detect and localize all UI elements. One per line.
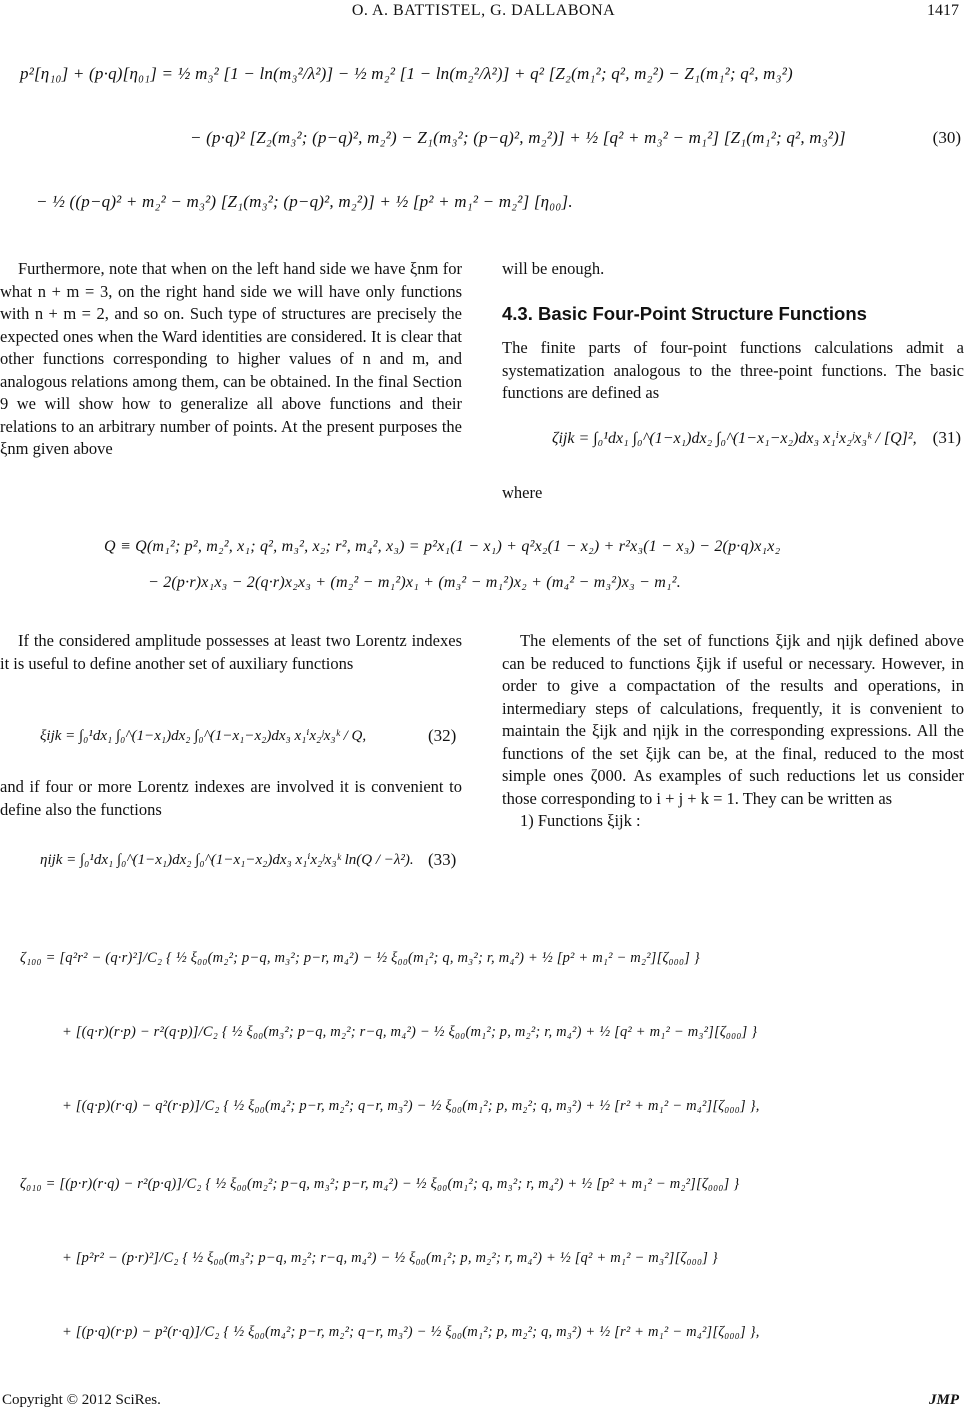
- list-item-functions: 1) Functions ξijk :: [520, 811, 641, 830]
- running-title: O. A. BATTISTEL, G. DALLABONA: [351, 2, 616, 19]
- equation-30-line-1: p²[η₁₀] + (p·q)[η₀₁] = ½ m₃² [1 − ln(m₃²/λ²)] − ½ m₂² [1 − ln(m₂²/λ²)] + q² [Z₂(m₁²; q², m₂²) − Z₁(m₁²; q², m₃²): [20, 64, 793, 83]
- equation-zeta-100-line-3: + [(q·p)(r·q) − q²(r·p)]/C₂ { ½ ξ₀₀(m₄²; p−r, m₂²; q−r, m₃²) − ½ ξ₀₀(m₁²; p, m₂²; q, m₃²) + ½ [r² + m₁² − m₄²][ζ₀₀₀] },: [62, 1098, 760, 1114]
- equation-33: ηijk = ∫₀¹dx₁ ∫₀^(1−x₁)dx₂ ∫₀^(1−x₁−x₂)dx₃ x₁ⁱx₂ʲx₃ᵏ ln(Q / −λ²).: [40, 852, 414, 868]
- equation-zeta-100-line-1: ζ₁₀₀ = [q²r² − (q·r)²]/C₂ { ½ ξ₀₀(m₂²; p−q, m₃²; p−r, m₄²) − ½ ξ₀₀(m₁²; q, m₃²; r, m₄²) + ½ [p² + m₁² − m₂²][ζ₀₀₀] }: [20, 950, 700, 966]
- right-column-paragraph-2: [502, 630, 964, 833]
- paragraph-continuation: will be enough.: [502, 259, 605, 278]
- equation-zeta-010-line-2: + [p²r² − (p·r)²]/C₂ { ½ ξ₀₀(m₃²; p−q, m₂²; r−q, m₄²) − ½ ξ₀₀(m₁²; p, m₂²; r, m₄²) + ½ [q² + m₁² − m₃²][ζ₀₀₀] }: [62, 1250, 718, 1266]
- paragraph-text: Furthermore, note that when on the left hand side we have ξnm for what n + m = 3, on the right hand side we will have only functions with n + m = 2, and so on. Such type of structures are precisely the expected ones when the Ward identities are considered. It is clear that other functions corresponding to higher values of n and m, and analogous relations among them, can be obtained. In the final Section 9 we will show how to generalize all above functions and their relations to an arbitrary number of points. At the present purposes the ξnm given above: [0, 259, 462, 458]
- paragraph-text: The elements of the set of functions ξijk and ηijk defined above can be reduced to functions ξijk if useful or necessary. However, in order to give a compactation of the results and operations, in intermediary steps of calculations, frequently, it is convenient to maintain the ξijk and ηijk in the corresponding expressions. All the functions of the set ξijk can be, at the final, reduced to the most simple ones ζ000. As examples of such reductions let us consider those corresponding to i + j + k = 1. They can be written as: [502, 631, 964, 808]
- page-number: 1417: [927, 2, 959, 19]
- journal-abbreviation: JMP: [929, 1392, 959, 1408]
- copyright-notice: Copyright © 2012 SciRes.: [2, 1392, 161, 1408]
- left-column-paragraph-3: [0, 776, 462, 821]
- where-label: where: [502, 483, 543, 502]
- equation-zeta-010-line-1: ζ₀₁₀ = [(p·r)(r·q) − r²(p·q)]/C₂ { ½ ξ₀₀(m₂²; p−q, m₃²; p−r, m₄²) − ½ ξ₀₀(m₁²; q, m₃²; r, m₄²) + ½ [p² + m₁² − m₂²][ζ₀₀₀] }: [20, 1176, 740, 1192]
- equation-q-line-1: Q ≡ Q(m₁²; p², m₂², x₁; q², m₃², x₂; r², m₄², x₃) = p²x₁(1 − x₁) + q²x₂(1 − x₂) + r²x₃(1 − x₃) − 2(p·q)x₁x₂: [104, 538, 781, 555]
- equation-zeta-010-line-3: + [(p·q)(r·p) − p²(r·q)]/C₂ { ½ ξ₀₀(m₄²; p−r, m₂²; q−r, m₃²) − ½ ξ₀₀(m₁²; p, m₂²; q, m₃²) + ½ [r² + m₁² − m₄²][ζ₀₀₀] },: [62, 1324, 760, 1340]
- equation-30-number: (30): [932, 128, 961, 147]
- left-column-paragraph-1: [0, 258, 462, 461]
- equation-33-number: (33): [428, 850, 457, 869]
- equation-q-line-2: − 2(p·r)x₁x₃ − 2(q·r)x₂x₃ + (m₂² − m₁²)x₁ + (m₃² − m₁²)x₂ + (m₄² − m₃²)x₃ − m₁².: [148, 574, 681, 591]
- equation-q-definition: [0, 526, 967, 606]
- equation-zeta-100: [0, 920, 967, 1150]
- right-column-top: [502, 258, 964, 405]
- equation-zeta-010: [0, 1146, 967, 1376]
- page-header: [0, 0, 967, 26]
- equation-30-line-2: − (p·q)² [Z₂(m₃²; (p−q)², m₂²) − Z₁(m₃²; (p−q)², m₂²)] + ½ [q² + m₃² − m₁²] [Z₁(m₁²; q², m₃²)]: [190, 128, 846, 147]
- equation-32: ξijk = ∫₀¹dx₁ ∫₀^(1−x₁)dx₂ ∫₀^(1−x₁−x₂)dx₃ x₁ⁱx₂ʲx₃ᵏ / Q,: [40, 728, 367, 744]
- paragraph-text: The finite parts of four-point functions calculations admit a systematization analogous to the three-point functions. The basic functions are defined as: [502, 338, 964, 402]
- left-column-paragraph-2: [0, 630, 462, 675]
- equation-30-line-3: − ½ ((p−q)² + m₂² − m₃²) [Z₁(m₃²; (p−q)², m₂²)] + ½ [p² + m₁² − m₂²] [η₀₀].: [36, 192, 573, 211]
- section-heading: 4.3. Basic Four-Point Structure Functions: [502, 302, 867, 324]
- equation-30: [0, 40, 967, 240]
- paragraph-text: If the considered amplitude possesses at least two Lorentz indexes it is useful to define another set of auxiliary functions: [0, 631, 462, 673]
- paragraph-text: and if four or more Lorentz indexes are involved it is convenient to define also the functions: [0, 777, 462, 819]
- equation-31-number: (31): [932, 428, 961, 447]
- equation-zeta-100-line-2: + [(q·r)(r·p) − r²(q·p)]/C₂ { ½ ξ₀₀(m₃²; p−q, m₂²; r−q, m₄²) − ½ ξ₀₀(m₁²; p, m₂²; r, m₄²) + ½ [q² + m₁² − m₃²][ζ₀₀₀] }: [62, 1024, 758, 1040]
- equation-32-number: (32): [428, 726, 457, 745]
- equation-31: ζijk = ∫₀¹dx₁ ∫₀^(1−x₁)dx₂ ∫₀^(1−x₁−x₂)dx₃ x₁ⁱx₂ʲx₃ᵏ / [Q]²,: [552, 430, 917, 447]
- page-footer: [0, 1390, 967, 1412]
